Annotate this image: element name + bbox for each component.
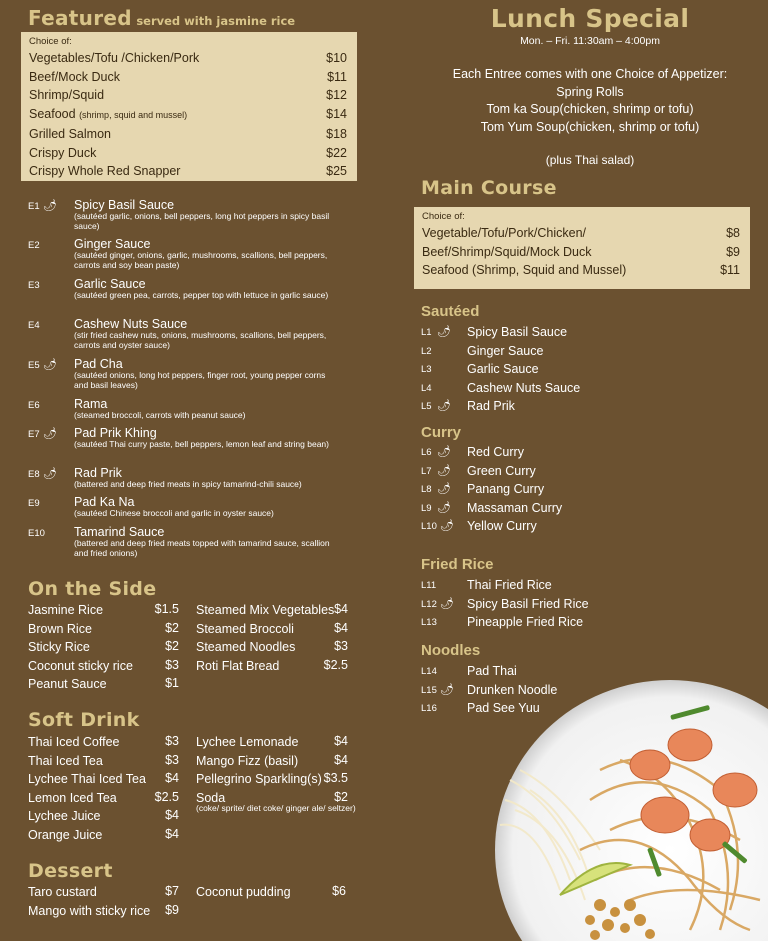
lunch-salad: (plus Thai salad) — [545, 153, 635, 167]
side-item-price: $4 — [334, 602, 348, 616]
featured-item-price: $25 — [326, 164, 347, 179]
entree-item — [28, 398, 338, 421]
item-name: Crispy Duck — [29, 145, 97, 160]
lunch-item-code: L7 — [421, 465, 432, 477]
lunch-item-name: Panang Curry — [467, 482, 545, 497]
entree-code: E1 — [28, 201, 40, 212]
featured-item-name — [29, 162, 180, 181]
lunch-hours: Mon. – Fri. 11:30am – 4:00pm — [520, 35, 660, 47]
drink-item-price: $4 — [165, 808, 179, 822]
entree-desc: (sautéed ginger, onions, garlic, mushrooms, scallions, bell peppers, carrots and soy bean paste) — [74, 250, 328, 270]
entree-item — [28, 358, 338, 390]
featured-item-price: $11 — [327, 69, 347, 84]
side-item-price: $3 — [165, 657, 179, 672]
lunch-item-code: L8 — [421, 484, 432, 496]
side-item-price: $2 — [165, 620, 179, 635]
drink-item-price: $2 — [334, 789, 348, 804]
lunch-item-name: Cashew Nuts Sauce — [467, 380, 581, 395]
side-item-price: $1.5 — [154, 602, 179, 616]
lunch-item-name: Green Curry — [467, 463, 536, 478]
chili-icon: 🌶 — [440, 520, 454, 533]
dessert-item-name: Mango with sticky rice — [28, 903, 151, 918]
side-item-name: Sticky Rice — [28, 640, 90, 654]
entree-desc: (stir fried cashew nuts, onions, mushrooms, scallions, bell peppers, carrots and oyster sauce) — [74, 330, 327, 350]
lunch-item-code: L3 — [421, 364, 432, 376]
entree-desc: (sautéed garlic, onions, bell peppers, long hot peppers in spicy basil sauce) — [74, 211, 330, 231]
item-name: Beef/Mock Duck — [29, 69, 121, 84]
main-course-choice-label: Choice of: — [422, 211, 465, 222]
entree-desc: (sautéed Thai curry paste, bell peppers, lemon leaf and string bean) — [74, 439, 329, 449]
lunch-title: Lunch Special — [490, 4, 690, 33]
drink-item-price: $3 — [165, 752, 179, 767]
item-name: Vegetables/Tofu /Chicken/Pork — [29, 51, 200, 65]
featured-item — [21, 144, 357, 163]
entree-code: E10 — [28, 528, 45, 539]
curry-title: Curry — [421, 424, 462, 441]
lunch-item-name: Pad Thai — [467, 664, 517, 678]
entree-name: Pad Prik Khing — [74, 426, 157, 440]
dessert-item-price: $7 — [165, 884, 179, 898]
on-the-side-title: On the Side — [28, 578, 157, 600]
lunch-item-name: Red Curry — [467, 445, 524, 459]
item-note: (shrimp, squid and mussel) — [79, 110, 188, 121]
chili-icon: 🌶 — [43, 359, 57, 371]
drink-item-name: Orange Juice — [28, 827, 103, 842]
side-item-name: Steamed Broccoli — [196, 621, 294, 636]
entree-item — [28, 199, 338, 231]
featured-item-name — [29, 68, 120, 87]
main-course-title: Main Course — [421, 177, 557, 199]
item-name: Seafood — [29, 107, 76, 122]
lunch-item — [421, 595, 621, 613]
chili-icon: 🌶 — [43, 200, 57, 212]
side-item-price: $1 — [165, 676, 179, 690]
entree-code: E8 — [28, 469, 40, 480]
entree-name: Rama — [74, 397, 108, 411]
featured-item — [21, 49, 357, 68]
side-item-name: Peanut Sauce — [28, 677, 107, 691]
drink-item-name: Lychee Juice — [28, 809, 101, 823]
entree-name: Pad Ka Na — [74, 495, 135, 509]
featured-item-name — [29, 86, 104, 105]
lunch-item-name: Massaman Curry — [467, 500, 563, 515]
main-course-item — [414, 243, 750, 262]
side-item-price: $2 — [165, 639, 179, 653]
lunch-item — [421, 379, 621, 397]
entree-item — [28, 526, 338, 558]
featured-item — [21, 162, 357, 181]
lunch-item-code: L1 — [421, 327, 432, 338]
featured-item-price: $18 — [326, 126, 347, 141]
main-course-item-price: $9 — [726, 244, 740, 259]
side-item-name: Coconut sticky rice — [28, 658, 133, 673]
lunch-item-code: L16 — [421, 703, 437, 715]
entree-item — [28, 278, 338, 301]
drink-item-price: $4 — [334, 752, 348, 767]
drink-item-price: $4 — [334, 734, 348, 748]
side-item-price: $3 — [334, 639, 348, 653]
soda-note: (coke/ sprite/ diet coke/ ginger ale/ seltzer) — [196, 803, 356, 813]
side-item-price: $4 — [334, 620, 348, 635]
drink-item-name: Soda — [196, 790, 226, 805]
entree-desc: (sautéed onions, long hot peppers, finger root, young pepper corns and basil leaves) — [74, 370, 326, 390]
dessert-item-name: Taro custard — [28, 885, 97, 899]
lunch-item-code: L5 — [421, 401, 432, 413]
lunch-item-code: L2 — [421, 345, 432, 357]
lunch-item-code: L10 — [421, 521, 437, 533]
dessert-item-price: $9 — [165, 902, 179, 917]
drink-item-name: Lychee Thai Iced Tea — [28, 772, 146, 786]
lunch-item-code: L15 — [421, 684, 437, 696]
lunch-line: Tom ka Soup(chicken, shrimp or tofu) — [486, 102, 694, 116]
entree-code: E4 — [28, 320, 40, 331]
side-item-name: Steamed Noodles — [196, 640, 296, 654]
featured-item — [21, 86, 357, 105]
main-course-item — [414, 261, 750, 280]
lunch-item — [421, 360, 621, 378]
chili-icon: 🌶 — [437, 400, 451, 413]
entree-name: Pad Cha — [74, 357, 123, 371]
chili-icon: 🌶 — [43, 468, 57, 480]
noodles-title: Noodles — [421, 642, 481, 659]
chili-icon: 🌶 — [437, 501, 451, 514]
entree-item — [28, 427, 338, 450]
dessert-title: Dessert — [28, 860, 113, 882]
entree-name: Rad Prik — [74, 466, 122, 480]
lunch-item — [421, 342, 621, 360]
entree-name: Spicy Basil Sauce — [74, 198, 175, 212]
main-course-item — [414, 224, 750, 243]
side-item-name: Brown Rice — [28, 621, 92, 636]
soft-drink-title: Soft Drink — [28, 709, 140, 731]
lunch-item-code: L13 — [421, 617, 437, 629]
item-name: Shrimp/Squid — [29, 88, 105, 103]
drink-item-price: $3.5 — [323, 771, 348, 785]
lunch-item-code: L14 — [421, 666, 437, 677]
entree-item — [28, 238, 338, 270]
lunch-item — [421, 517, 621, 535]
lunch-line: Tom Yum Soup(chicken, shrimp or tofu) — [480, 119, 700, 134]
lunch-item — [421, 613, 621, 631]
lunch-item-code: L11 — [421, 580, 437, 591]
lunch-item-name: Garlic Sauce — [467, 362, 539, 377]
featured-subtitle: served with jasmine rice — [136, 14, 296, 28]
lunch-item-name: Drunken Noodle — [467, 682, 558, 697]
chili-icon: 🌶 — [437, 326, 451, 338]
chili-icon: 🌶 — [437, 483, 451, 496]
chili-icon: 🌶 — [437, 446, 451, 458]
lunch-item-name: Spicy Basil Sauce — [467, 325, 568, 339]
drink-item-name: Thai Iced Coffee — [28, 735, 120, 749]
drink-item-name: Pellegrino Sparkling(s) — [196, 772, 322, 786]
lunch-item-name: Spicy Basil Fried Rice — [467, 596, 589, 611]
side-item-name: Jasmine Rice — [28, 603, 104, 617]
entree-code: E5 — [28, 360, 40, 371]
entree-name: Garlic Sauce — [74, 277, 146, 291]
featured-item-price: $10 — [326, 51, 347, 65]
entree-item — [28, 496, 338, 519]
lunch-item-code: L4 — [421, 382, 432, 394]
lunch-item — [421, 443, 621, 461]
main-course-item-name: Vegetable/Tofu/Pork/Chicken/ — [422, 226, 586, 240]
entree-code: E3 — [28, 280, 40, 291]
lunch-item — [421, 462, 621, 480]
drink-item-name: Lychee Lemonade — [196, 735, 299, 749]
entree-code: E9 — [28, 498, 40, 509]
lunch-item-name: Pineapple Fried Rice — [467, 615, 584, 630]
chili-icon: 🌶 — [440, 597, 454, 610]
entree-item — [28, 318, 338, 350]
entree-item — [28, 467, 338, 490]
featured-item-name — [29, 125, 111, 144]
side-item-price: $2.5 — [323, 657, 348, 672]
lunch-item-code: L9 — [421, 502, 432, 514]
entree-name: Cashew Nuts Sauce — [74, 317, 188, 331]
entree-desc: (sautéed green pea, carrots, pepper top with lettuce in garlic sauce) — [74, 290, 329, 300]
entree-desc: (battered and deep fried meats in spicy tamarind-chili sauce) — [74, 479, 302, 489]
lunch-item — [421, 480, 621, 498]
featured-item-price: $14 — [326, 107, 347, 122]
featured-item-name — [29, 105, 187, 125]
lunch-item-name: Ginger Sauce — [467, 343, 544, 358]
entree-desc: (battered and deep fried meats topped with tamarind sauce, scallion and fried onions) — [74, 538, 330, 558]
drink-item-name: Lemon Iced Tea — [28, 790, 117, 805]
fried-rice-title: Fried Rice — [421, 556, 494, 573]
lunch-item — [421, 323, 621, 341]
lunch-item-name: Pad See Yuu — [467, 701, 540, 716]
sauteed-title: Sautéed — [421, 303, 480, 320]
chili-icon: 🌶 — [440, 683, 454, 696]
featured-title: Featured — [28, 6, 132, 30]
item-name: Grilled Salmon — [29, 126, 111, 141]
lunch-item — [421, 576, 621, 594]
drink-item-price: $4 — [165, 826, 179, 841]
lunch-item-name: Yellow Curry — [467, 519, 537, 534]
item-name: Crispy Whole Red Snapper — [29, 164, 181, 179]
featured-box — [21, 32, 357, 181]
entree-code: E2 — [28, 240, 40, 251]
featured-item-price: $12 — [326, 88, 347, 103]
drink-item-price: $3 — [165, 734, 179, 748]
featured-item — [21, 105, 357, 125]
featured-item-price: $22 — [326, 145, 347, 160]
entree-code: E6 — [28, 400, 40, 411]
chili-icon: 🌶 — [437, 464, 451, 477]
main-course-item-name: Seafood (Shrimp, Squid and Mussel) — [422, 263, 627, 278]
drink-item-price: $2.5 — [154, 789, 179, 804]
drink-item-price: $4 — [165, 771, 179, 785]
side-item-name: Steamed Mix Vegetables — [196, 603, 335, 617]
entree-desc: (sautéed Chinese broccoli and garlic in oyster sauce) — [74, 508, 274, 518]
featured-choice-label: Choice of: — [29, 36, 72, 47]
main-course-item-name: Beef/Shrimp/Squid/Mock Duck — [422, 244, 592, 259]
lunch-item — [421, 499, 621, 517]
lunch-item — [421, 397, 621, 415]
lunch-item-name: Rad Prik — [467, 399, 515, 414]
pad-thai-photo — [490, 650, 768, 941]
main-course-item-price: $11 — [720, 263, 740, 278]
featured-heading — [28, 6, 295, 30]
lunch-item-name: Thai Fried Rice — [467, 578, 552, 592]
featured-item — [21, 68, 357, 87]
drink-item-name: Mango Fizz (basil) — [196, 753, 299, 768]
main-course-item-price: $8 — [726, 226, 740, 240]
dessert-item-price: $6 — [332, 884, 346, 898]
entree-name: Tamarind Sauce — [74, 525, 165, 539]
lunch-line: Each Entree comes with one Choice of Appetizer: — [452, 67, 728, 81]
featured-item-name — [29, 144, 96, 163]
main-course-box — [414, 207, 750, 289]
featured-item — [21, 125, 357, 144]
chili-icon: 🌶 — [43, 428, 57, 440]
entree-code: E7 — [28, 429, 40, 440]
lunch-item-code: L12 — [421, 598, 437, 610]
featured-item-name — [29, 49, 199, 68]
entree-desc: (steamed broccoli, carrots with peanut sauce) — [74, 410, 246, 420]
drink-item-name: Thai Iced Tea — [28, 753, 103, 768]
lunch-line: Spring Rolls — [556, 84, 624, 99]
lunch-item-code: L6 — [421, 447, 432, 458]
dessert-item-name: Coconut pudding — [196, 885, 291, 899]
entree-name: Ginger Sauce — [74, 237, 151, 251]
lunch-lines — [420, 66, 760, 136]
side-item-name: Roti Flat Bread — [196, 658, 280, 673]
